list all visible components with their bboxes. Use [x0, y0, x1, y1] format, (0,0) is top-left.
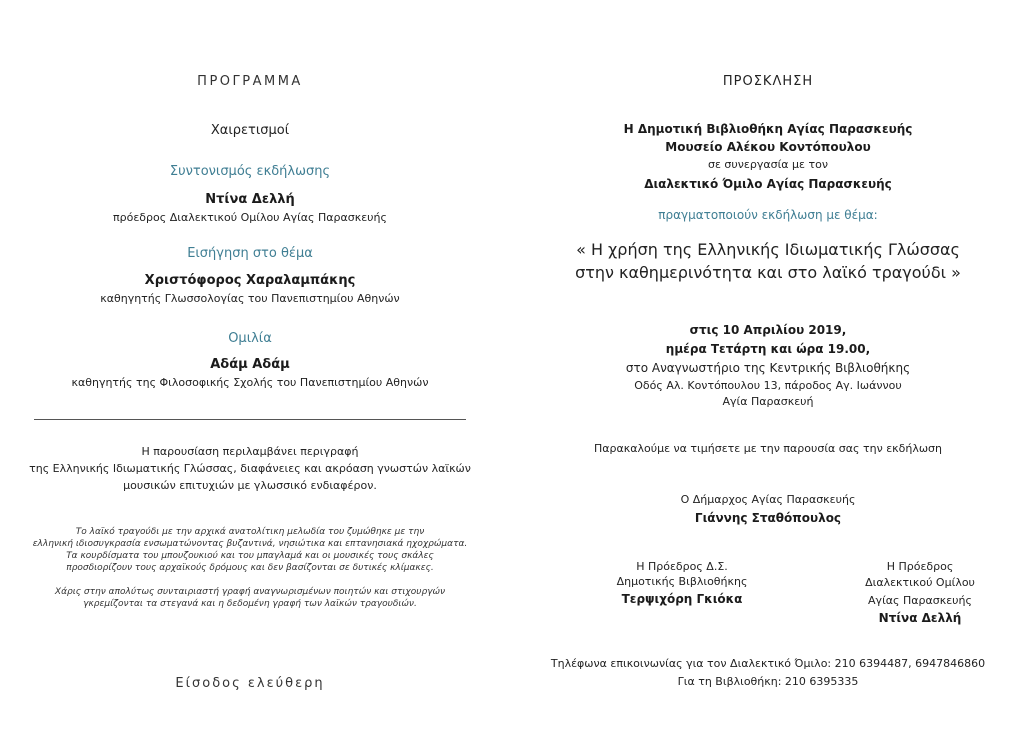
attendance-request: Παρακαλούμε να τιμήσετε με την παρουσία σας την εκδήλωση: [594, 442, 942, 455]
free-entry: Είσοδος ελεύθερη: [175, 676, 325, 691]
event-venue: στο Αναγνωστήριο της Κεντρικής Βιβλιοθήκης: [625, 361, 911, 375]
mayor-name: Γιάννης Σταθόπουλος: [694, 511, 842, 525]
coordination-name: Ντίνα Δελλή: [205, 192, 295, 207]
organizer-line: Μουσείο Αλέκου Κοντόπουλου: [665, 140, 871, 154]
speech-role: καθηγητής της Φιλοσοφικής Σχολής του Πανεπιστημίου Αθηνών: [71, 376, 429, 389]
speech-name: Αδάμ Αδάμ: [210, 357, 290, 372]
partner-name: Διαλεκτικό Όμιλο Αγίας Παρασκευής: [644, 177, 892, 191]
greetings-label: Χαιρετισμοί: [210, 123, 290, 138]
library-president-name: Τερψιχόρη Γκιόκα: [621, 592, 743, 606]
topic-line: « Η χρήση της Ελληνικής Ιδιωματικής Γλώσσας: [576, 240, 960, 259]
italic-line: γκρεμίζονται τα στεγανά και η δεδομένη γραφή των λαϊκών τραγουδιών.: [83, 599, 417, 609]
section-divider: [34, 419, 466, 420]
contact-library: Για τη Βιβλιοθήκη: 210 6395335: [677, 675, 859, 688]
library-president-title: Δημοτικής Βιβλιοθήκης: [616, 575, 748, 588]
cooperation-text: σε συνεργασία με τον: [708, 158, 828, 171]
club-president-title: Αγίας Παρασκευής: [868, 594, 972, 607]
introduction-label: Εισήγηση στο θέμα: [187, 246, 313, 261]
italic-line: προσδιορίζουν τους αρχαϊκούς δρόμους και δεν βασίζονται σε δυτικές κλίμακες.: [66, 563, 434, 573]
coordination-label: Συντονισμός εκδήλωσης: [169, 164, 331, 179]
coordination-role: πρόεδρος Διαλεκτικού Ομίλου Αγίας Παρασκευής: [113, 211, 387, 224]
italic-line: Τα κουρδίσματα του μπουζουκιού και του μπαγλαμά και οι μουσικές τους σκάλες: [66, 551, 434, 561]
description-line: της Ελληνικής Ιδιωματικής Γλώσσας, διαφάνειες και ακρόαση γνωστών λαϊκών: [29, 462, 471, 475]
club-president-title: Η Πρόεδρος: [886, 560, 954, 573]
topic-line: στην καθημερινότητα και στο λαϊκό τραγούδι »: [575, 263, 961, 282]
speech-label: Ομιλία: [228, 331, 272, 346]
event-day-time: ημέρα Τετάρτη και ώρα 19.00,: [665, 342, 871, 356]
program-page: [0, 0, 500, 741]
invitation-title: ΠΡΟΣΚΛΗΣΗ: [722, 74, 814, 89]
mayor-title: Ο Δήμαρχος Αγίας Παρασκευής: [680, 493, 856, 506]
program-title: ΠΡΟΓΡΑΜΜΑ: [197, 74, 303, 89]
introduction-name: Χριστόφορος Χαραλαμπάκης: [144, 273, 356, 288]
organizer-line: Η Δημοτική Βιβλιοθήκη Αγίας Παρασκευής: [623, 122, 913, 136]
invitation-page: [512, 0, 1024, 741]
library-president-title: Η Πρόεδρος Δ.Σ.: [636, 560, 728, 573]
italic-line: ελληνική ιδιοσυγκρασία ενσωματώνοντας βυζαντινά, νησιώτικα και επτανησιακά ηχοχρώματα.: [32, 539, 468, 549]
club-president-title: Διαλεκτικού Ομίλου: [865, 576, 975, 589]
event-intro: πραγματοποιούν εκδήλωση με θέμα:: [658, 208, 878, 222]
description-line: Η παρουσίαση περιλαμβάνει περιγραφή: [141, 445, 359, 458]
introduction-role: καθηγητής Γλωσσολογίας του Πανεπιστημίου Αθηνών: [100, 292, 400, 305]
italic-line: Χάρις στην απολύτως συνταιριαστή γραφή αναγνωρισμένων ποιητών και στιχουργών: [54, 587, 446, 597]
contact-club: Τηλέφωνα επικοινωνίας για τον Διαλεκτικό Όμιλο: 210 6394487, 6947846860: [550, 657, 986, 670]
event-date: στις 10 Απριλίου 2019,: [689, 323, 847, 337]
italic-line: Το λαϊκό τραγούδι με την αρχικά ανατολίτικη μελωδία του ζυμώθηκε με την: [75, 527, 425, 537]
club-president-name: Ντίνα Δελλή: [878, 611, 962, 625]
description-line: μουσικών επιτυχιών με γλωσσικό ενδιαφέρον.: [123, 479, 377, 492]
event-address: Οδός Αλ. Κοντόπουλου 13, πάροδος Αγ. Ιωάννου: [634, 379, 902, 392]
event-area: Αγία Παρασκευή: [722, 395, 814, 408]
